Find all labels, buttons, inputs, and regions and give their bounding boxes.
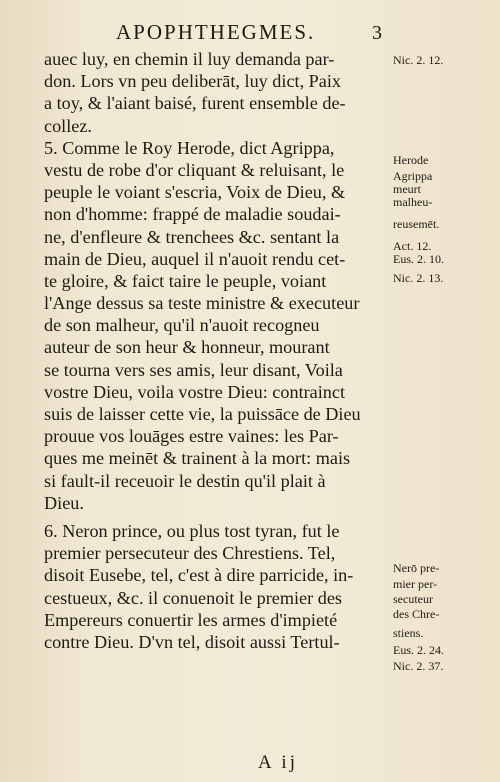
- margin-note: Nic. 2. 13.: [393, 271, 444, 285]
- text-line: premier persecuteur des Chrestiens. Tel,: [44, 543, 336, 564]
- text-line: disoit Eusebe, tel, c'est à dire parricide, in-: [44, 565, 354, 586]
- text-line: vostre Dieu, voila vostre Dieu: contrainct: [44, 381, 346, 402]
- margin-note: Eus. 2. 10.: [393, 252, 444, 266]
- margin-note: des Chre-: [393, 607, 440, 621]
- margin-note: Agrippa: [393, 169, 433, 183]
- page-header: [0, 16, 500, 44]
- text-line: l'Ange dessus sa teste ministre & executeur: [44, 293, 360, 314]
- text-line: collez.: [44, 115, 92, 136]
- text-line: main de Dieu, auquel il n'auoit rendu cet-: [44, 248, 346, 269]
- margin-note: reusemēt.: [393, 217, 440, 231]
- text-line: vestu de robe d'or cliquant & reluisant, le: [44, 159, 345, 180]
- text-line: si fault-il receuoir le destin qu'il plait à: [44, 470, 326, 491]
- text-line: prouue vos louāges estre vaines: les Par-: [44, 426, 339, 447]
- signature-mark: A ij: [258, 752, 298, 773]
- text-line: se tourna vers ses amis, leur disant, Voila: [44, 359, 343, 380]
- text-line: auteur de son heur & honneur, mourant: [44, 337, 330, 358]
- text-line: 5. Comme le Roy Herode, dict Agrippa,: [44, 137, 335, 158]
- page-number: 3: [372, 22, 382, 44]
- text-line: 6. Neron prince, ou plus tost tyran, fut le: [44, 520, 340, 541]
- margin-note: Eus. 2. 24.: [393, 643, 444, 657]
- text-line: te gloire, & faict taire le peuple, voiant: [44, 270, 327, 291]
- text-line: non d'homme: frappé de maladie soudai-: [44, 204, 341, 225]
- text-line: suis de laisser cette vie, la puissāce de Dieu: [44, 404, 361, 424]
- text-line: de son malheur, qu'il n'auoit recogneu: [44, 315, 320, 336]
- margin-note: Nic. 2. 37.: [393, 659, 444, 673]
- text-line: auec luy, en chemin il luy demanda par-: [44, 49, 335, 69]
- text-line: Empereurs conuertir les armes d'impieté: [44, 609, 338, 630]
- margin-note: Nic. 2. 12.: [393, 53, 444, 67]
- margin-note: Act. 12.: [393, 239, 432, 253]
- text-line: ques me meinēt & trainent à la mort: mais: [44, 448, 351, 469]
- margin-note: secuteur: [393, 592, 433, 606]
- text-line: cestueux, &c. il conuenoit le premier des: [44, 587, 342, 608]
- text-line: contre Dieu. D'vn tel, disoit aussi Tertul-: [44, 631, 340, 652]
- text-line: ne, d'enfleure & trenchees &c. sentant la: [44, 226, 340, 247]
- margin-note: mier per-: [393, 577, 438, 591]
- text-line: don. Lors vn peu deliberāt, luy dict, Paix: [44, 71, 342, 92]
- text-line: a toy, & l'aiant baisé, furent ensemble de-: [44, 93, 346, 114]
- margin-note: stiens.: [393, 626, 424, 640]
- margin-note: Herode: [393, 153, 429, 167]
- running-title: APOPHTHEGMES.: [116, 20, 316, 44]
- margin-note: malheu-: [393, 195, 433, 209]
- text-line: Dieu.: [44, 492, 84, 513]
- text-line: peuple le voiant s'escria, Voix de Dieu, &: [44, 182, 346, 203]
- margin-note: meurt: [393, 182, 421, 196]
- main-text-column: [44, 48, 389, 653]
- margin-note: Nerō pre-: [393, 561, 440, 575]
